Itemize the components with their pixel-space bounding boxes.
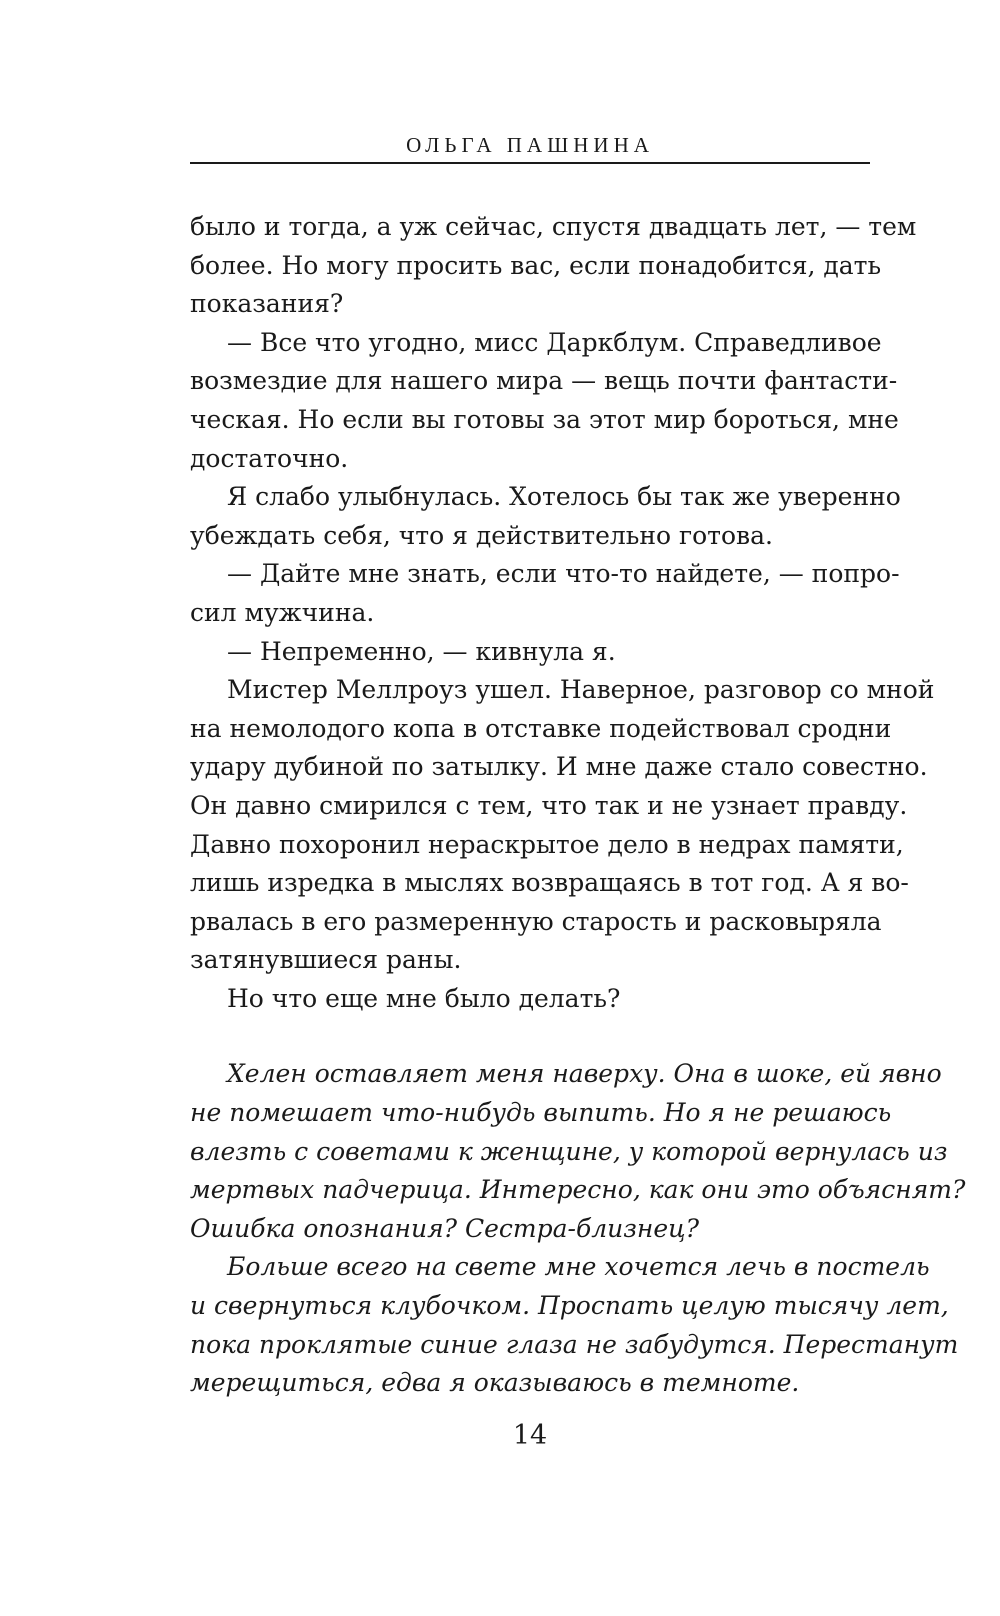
running-head-author: ОЛЬГА ПАШНИНА (406, 133, 654, 157)
text-line: мертвых падчерица. Интересно, как они это объяснят? (190, 1175, 966, 1205)
text-line: Хелен оставляет меня наверху. Она в шоке, ей явно (227, 1059, 942, 1089)
italic-section (190, 1055, 966, 1402)
text-line: Давно похоронил нераскрытое дело в недрах памяти, (190, 829, 904, 859)
text-line: Ошибка опознания? Сестра-близнец? (190, 1213, 700, 1243)
paragraph (190, 555, 900, 632)
text-line: — Дайте мне знать, если что-то найдете, — попро- (227, 559, 900, 589)
text-line: сил мужчина. (190, 597, 375, 627)
text-line: удару дубиной по затылку. И мне даже стало совестно. (190, 752, 928, 782)
text-line: Больше всего на свете мне хочется лечь в постель (227, 1252, 930, 1282)
italic-paragraph (190, 1055, 966, 1248)
paragraph (190, 324, 899, 478)
paragraph (190, 633, 870, 672)
text-line: более. Но могу просить вас, если понадобится, дать (190, 250, 882, 280)
paragraph (190, 980, 870, 1019)
italic-paragraph (190, 1248, 959, 1402)
text-line: — Все что угодно, мисс Даркблум. Справедливое (227, 327, 882, 357)
text-line: не помешает что-нибудь выпить. Но я не решаюсь (190, 1098, 892, 1128)
text-line: возмездие для нашего мира — вещь почти фантасти- (190, 366, 898, 396)
text-line: влезть с советами к женщине, у которой вернулась из (190, 1136, 948, 1166)
text-line: Но что еще мне было делать? (227, 983, 621, 1013)
text-line: Я слабо улыбнулась. Хотелось бы так же уверенно (227, 482, 901, 512)
text-line: мерещиться, едва я оказываюсь в темноте. (190, 1368, 800, 1398)
text-line: убеждать себя, что я действительно готова. (190, 520, 773, 550)
text-line: рвалась в его размеренную старость и расковыряла (190, 906, 882, 936)
paragraph (190, 671, 935, 980)
text-line: пока проклятые синие глаза не забудутся. Перестанут (190, 1329, 959, 1359)
text-line: на немолодого копа в отставке подействовал сродни (190, 713, 892, 743)
text-line: достаточно. (190, 443, 349, 473)
text-line: показания? (190, 289, 344, 319)
page-number: 14 (512, 1420, 548, 1451)
paragraph (190, 478, 901, 555)
paragraph (190, 208, 917, 324)
text-line: — Непременно, — кивнула я. (227, 636, 616, 666)
text-line: затянувшиеся раны. (190, 945, 462, 975)
text-line: ческая. Но если вы готовы за этот мир бороться, мне (190, 404, 899, 434)
text-line: лишь изредка в мыслях возвращаясь в тот год. А я во- (190, 868, 909, 898)
section-break (190, 1018, 870, 1055)
text-line: и свернуться клубочком. Проспать целую тысячу лет, (190, 1291, 949, 1321)
text-line: Он давно смирился с тем, что так и не узнает правду. (190, 790, 908, 820)
header-rule (190, 162, 870, 164)
text-line: Мистер Меллроуз ушел. Наверное, разговор со мной (227, 675, 935, 705)
body-text (190, 208, 966, 1403)
text-line: было и тогда, а уж сейчас, спустя двадцать лет, — тем (190, 212, 917, 241)
